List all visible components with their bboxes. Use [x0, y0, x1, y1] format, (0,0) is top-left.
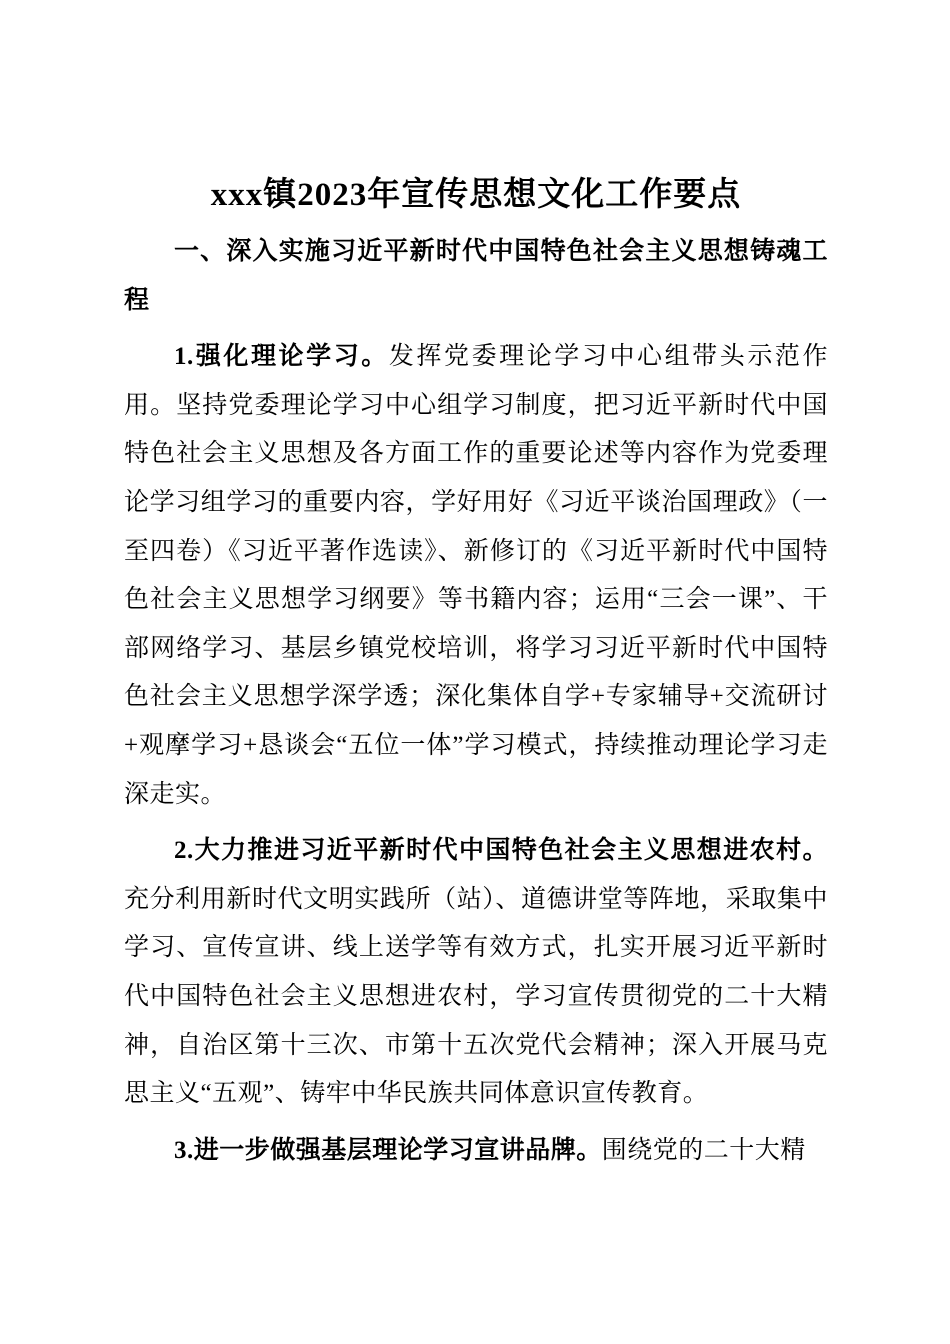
paragraph-2-lead: 2.大力推进习近平新时代中国特色社会主义思想进农村。: [174, 837, 828, 865]
document-title: xxx镇2023年宣传思想文化工作要点: [210, 177, 742, 213]
paragraph-1-body: 发挥党委理论学习中心组带头示范作用。坚持党委理论学习中心组学习制度，把习近平新时代中国特色社会主义思想及各方面工作的重要论述等内容作为党委理论学习组学习的重要内容，学好用好《习近平谈治国理政》（一至四卷）《习近平著作选读》、新修订的《习近平新时代中国特色社会主义思想学习纲要》等书籍内容；运用“三会一课”、干部网络学习、基层乡镇党校培训，将学习习近平新时代中国特色社会主义思想学深学透；深化集体自学+专家辅导+交流研讨+观摩学习+恳谈会“五位一体”学习模式，持续推动理论学习走深走实。: [124, 343, 828, 808]
paragraph-2: [124, 827, 828, 1119]
paragraph-3: [124, 1127, 828, 1176]
paragraph-1: [124, 333, 828, 819]
paragraph-2-body: 充分利用新时代文明实践所（站）、道德讲堂等阵地，采取集中学习、宣传宣讲、线上送学等有效方式，扎实开展习近平新时代中国特色社会主义思想进农村，学习宣传贯彻党的二十大精神，自治区第十三次、市第十五次党代会精神；深入开展马克思主义“五观”、铸牢中华民族共同体意识宣传教育。: [124, 885, 828, 1108]
paragraph-3-body: 围绕党的二十大精: [601, 1136, 806, 1164]
paragraph-3-lead: 3.进一步做强基层理论学习宣讲品牌。: [174, 1136, 602, 1164]
section-heading: 一、深入实施习近平新时代中国特色社会主义思想铸魂工程: [124, 238, 828, 314]
paragraph-1-lead: 1.强化理论学习。: [174, 343, 389, 371]
